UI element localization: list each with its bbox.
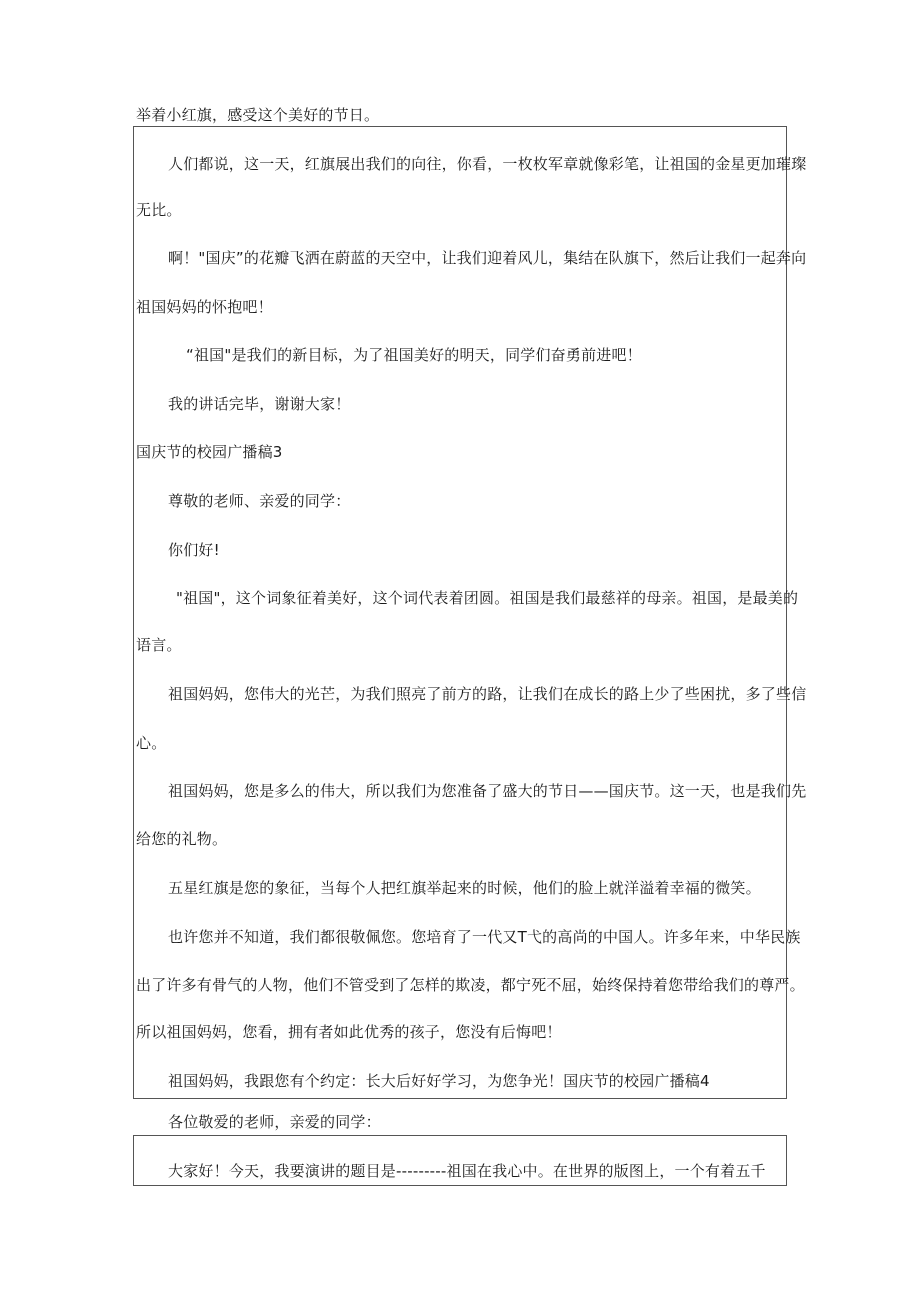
salutation: 尊敬的老师、亲爱的同学： bbox=[168, 492, 351, 510]
paragraph-3: “祖国"是我们的新目标，为了祖国美好的明天，同学们奋勇前进吧！ bbox=[186, 346, 642, 364]
paragraph-6-line-2: 心。 bbox=[136, 734, 167, 752]
paragraph-2-line-2: 祖国妈妈的怀抱吧！ bbox=[136, 298, 273, 316]
paragraph-9-line-2: 出了许多有骨气的人物，他们不管受到了怎样的欺凌，都宁死不屈，始终保持着您带给我们的尊严。 bbox=[136, 976, 805, 994]
paragraph-4: 我的讲话完毕，谢谢大家！ bbox=[168, 395, 351, 413]
paragraph-9-line-3: 所以祖国妈妈，您看，拥有者如此优秀的孩子，您没有后悔吧！ bbox=[136, 1023, 562, 1041]
top-line: 举着小红旗，感受这个美好的节日。 bbox=[136, 106, 380, 124]
paragraph-7-line-1: 祖国妈妈，您是多么的伟大，所以我们为您准备了盛大的节日——国庆节。这一天，也是我们先 bbox=[168, 782, 807, 800]
section-heading-3: 国庆节的校园广播稿3 bbox=[136, 443, 283, 461]
paragraph-9-line-1: 也许您并不知道，我们都很敬佩您。您培育了一代又T弋的高尚的中国人。许多年来，中华民族 bbox=[168, 928, 801, 946]
paragraph-2-line-1: 啊！"国庆”的花瓣飞洒在蔚蓝的天空中，让我们迎着风儿，集结在队旗下，然后让我们一起奔向 bbox=[168, 249, 807, 267]
paragraph-1-line-1: 人们都说，这一天，红旗展出我们的向往，你看，一枚枚军章就像彩笔，让祖国的金星更加璀璨 bbox=[168, 155, 807, 173]
paragraph-1-line-2: 无比。 bbox=[136, 201, 182, 219]
paragraph-6-line-1: 祖国妈妈，您伟大的光芒，为我们照亮了前方的路，让我们在成长的路上少了些困扰，多了些信 bbox=[168, 685, 807, 703]
paragraph-8: 五星红旗是您的象征，当每个人把红旗举起来的时候，他们的脸上就洋溢着幸福的微笑。 bbox=[168, 879, 761, 897]
paragraph-5-line-1: "祖国"，这个词象征着美好，这个词代表着团圆。祖国是我们最慈祥的母亲。祖国，是最美的 bbox=[176, 589, 799, 607]
hello-line: 你们好! bbox=[168, 541, 220, 559]
paragraph-5-line-2: 语言。 bbox=[136, 636, 182, 654]
text-box-1 bbox=[133, 126, 787, 1099]
box-2-paragraph-1: 大家好！今天，我要演讲的题目是---------祖国在我心中。在世界的版图上，一个有着五千 bbox=[168, 1162, 766, 1180]
middle-line: 各位敬爱的老师，亲爱的同学： bbox=[168, 1113, 381, 1131]
paragraph-10: 祖国妈妈，我跟您有个约定：长大后好好学习，为您争光！国庆节的校园广播稿4 bbox=[168, 1072, 710, 1090]
paragraph-7-line-2: 给您的礼物。 bbox=[136, 830, 228, 848]
